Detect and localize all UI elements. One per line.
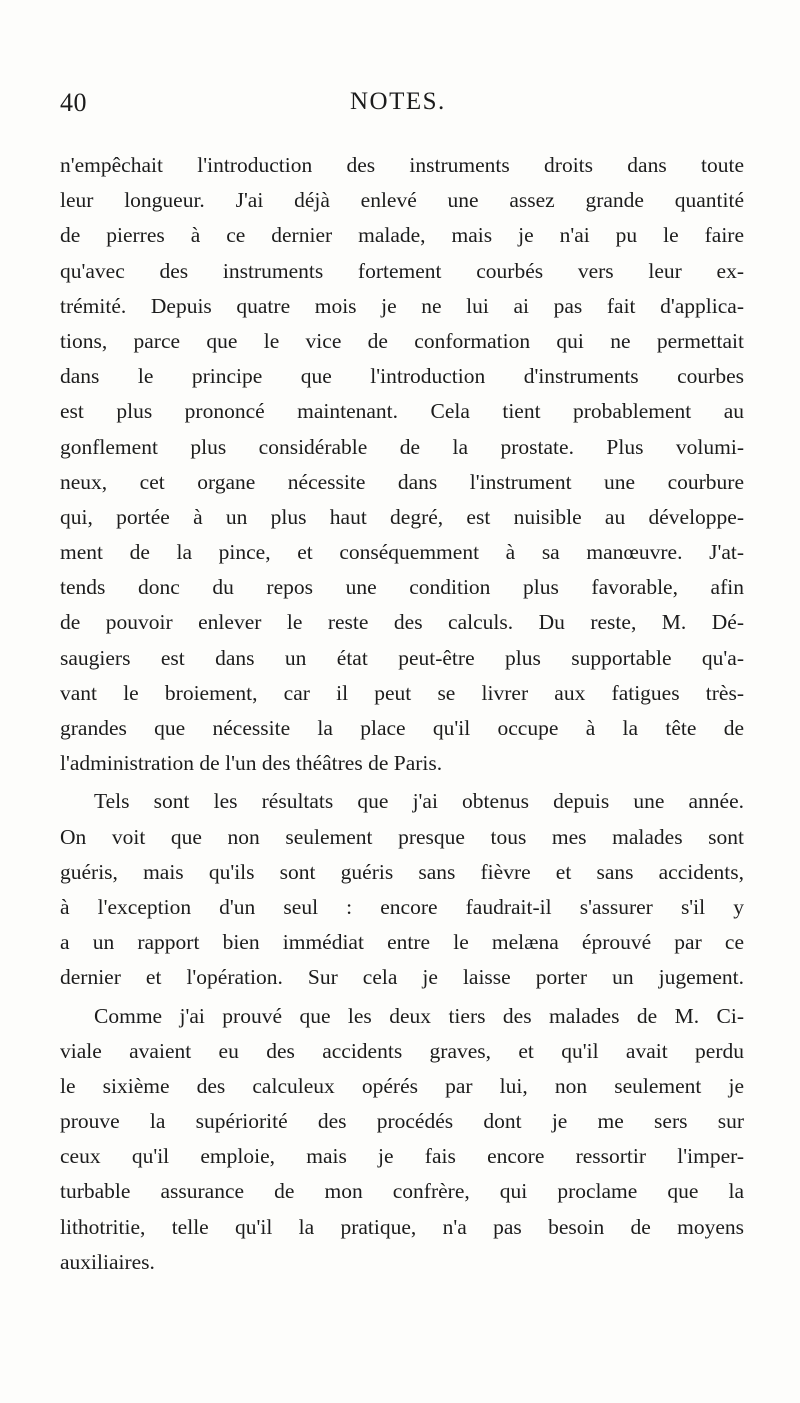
- text-line: saugiers est dans un état peut-être plus supportable qu'a-: [60, 645, 744, 670]
- text-line: vant le broiement, car il peut se livrer aux fatigues très-: [60, 680, 744, 705]
- page-number: 40: [60, 88, 87, 117]
- text-line: dernier et l'opération. Sur cela je laisse porter un jugement.: [60, 965, 744, 990]
- text-line: de pierres à ce dernier malade, mais je n'ai pu le faire: [60, 223, 744, 248]
- paragraph: [60, 784, 744, 995]
- text-line: tends donc du repos une condition plus favorable, afin: [60, 575, 744, 600]
- page-header: [60, 88, 750, 128]
- text-line: Tels sont les résultats que j'ai obtenus depuis une année.: [94, 789, 744, 814]
- paragraph: [60, 148, 744, 781]
- text-line: n'empêchait l'introduction des instruments droits dans toute: [60, 153, 744, 177]
- text-line: gonflement plus considérable de la prostate. Plus volumi-: [60, 434, 744, 459]
- text-line: est plus prononcé maintenant. Cela tient probablement au: [60, 399, 744, 424]
- text-line: ceux qu'il emploie, mais je fais encore ressortir l'imper-: [60, 1144, 744, 1169]
- text-line: viale avaient eu des accidents graves, et qu'il avait perdu: [60, 1038, 744, 1063]
- text-line: l'administration de l'un des théâtres de Paris.: [60, 751, 443, 776]
- text-line: neux, cet organe nécessite dans l'instrument une courbure: [60, 469, 744, 494]
- text-line: à l'exception d'un seul : encore faudrait-il s'assurer s'il y: [60, 894, 744, 919]
- text-line: guéris, mais qu'ils sont guéris sans fièvre et sans accidents,: [60, 859, 744, 884]
- text-line: le sixième des calculeux opérés par lui, non seulement je: [60, 1073, 744, 1098]
- paragraph: [60, 999, 744, 1281]
- text-line: qu'avec des instruments fortement courbés vers leur ex-: [60, 258, 744, 283]
- text-line: dans le principe que l'introduction d'instruments courbes: [60, 364, 744, 389]
- text-line: de pouvoir enlever le reste des calculs. Du reste, M. Dé-: [60, 610, 744, 635]
- text-line: a un rapport bien immédiat entre le melæna éprouvé par ce: [60, 930, 744, 955]
- text-line: tions, parce que le vice de conformation qui ne permettait: [60, 328, 744, 353]
- text-line: prouve la supériorité des procédés dont je me sers sur: [60, 1109, 744, 1134]
- body-text: [60, 148, 744, 1280]
- text-line: auxiliaires.: [60, 1249, 155, 1274]
- running-head: NOTES.: [350, 88, 446, 115]
- text-line: On voit que non seulement presque tous mes malades sont: [60, 824, 744, 849]
- text-line: turbable assurance de mon confrère, qui proclame que la: [60, 1179, 744, 1204]
- text-line: Comme j'ai prouvé que les deux tiers des malades de M. Ci-: [94, 1003, 744, 1028]
- text-line: ment de la pince, et conséquemment à sa manœuvre. J'at-: [60, 540, 744, 565]
- text-line: trémité. Depuis quatre mois je ne lui ai pas fait d'applica-: [60, 293, 744, 318]
- text-line: leur longueur. J'ai déjà enlevé une assez grande quantité: [60, 188, 744, 213]
- text-line: grandes que nécessite la place qu'il occupe à la tête de: [60, 716, 744, 740]
- text-line: lithotritie, telle qu'il la pratique, n'a pas besoin de moyens: [60, 1214, 744, 1239]
- text-line: qui, portée à un plus haut degré, est nuisible au développe-: [60, 504, 744, 529]
